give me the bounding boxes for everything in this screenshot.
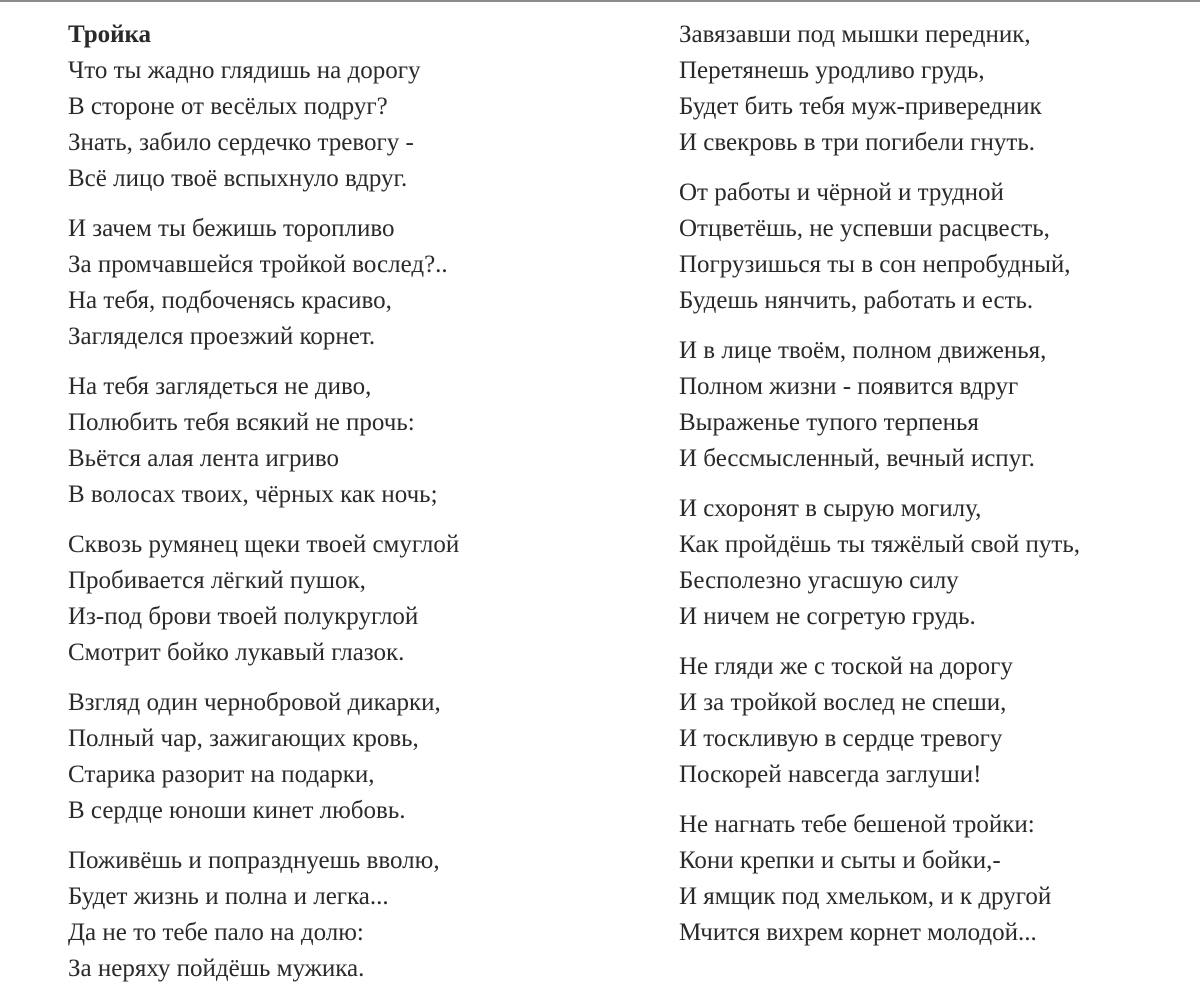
poem-line: Будет жизнь и полна и легка... <box>68 883 389 910</box>
poem-line: За промчавшейся тройкой вослед?.. <box>68 251 448 278</box>
poem-line: Вьётся алая лента игриво <box>68 445 340 472</box>
poem-line: И схоронят в сырую могилу, <box>679 495 982 522</box>
stanza-2 <box>68 211 628 355</box>
poem-line: Выраженье тупого терпенья <box>679 409 979 436</box>
poem-line: Полном жизни - появится вдруг <box>679 373 1019 400</box>
poem-line: Знать, забило сердечко тревогу - <box>68 129 414 156</box>
poem-line: Поживёшь и попразднуешь вволю, <box>68 847 440 874</box>
poem-line: Отцветёшь, не успевши расцвесть, <box>679 215 1050 242</box>
poem-line: Бесполезно угасшую силу <box>679 567 959 594</box>
stanza-8 <box>679 175 1189 319</box>
poem-line: И бессмысленный, вечный испуг. <box>679 445 1035 472</box>
stanza-5 <box>68 685 628 829</box>
stanza-9 <box>679 333 1189 477</box>
poem-title: Тройка <box>68 21 152 48</box>
poem-column-right <box>679 17 1189 965</box>
stanza-12 <box>679 807 1189 951</box>
poem-line: Поскорей навсегда заглуши! <box>679 761 982 788</box>
stanza-6 <box>68 843 628 987</box>
poem-line: Смотрит бойко лукавый глазок. <box>68 639 405 666</box>
poem-line: Сквозь румянец щеки твоей смуглой <box>68 531 460 558</box>
poem-line: И зачем ты бежишь торопливо <box>68 215 395 242</box>
poem-line: И ничем не согретую грудь. <box>679 603 976 630</box>
poem-line: Кони крепки и сыты и бойки,- <box>679 847 1001 874</box>
top-border-line <box>0 0 1200 2</box>
poem-line: Всё лицо твоё вспыхнуло вдруг. <box>68 165 408 192</box>
poem-line: Погрузишься ты в сон непробудный, <box>679 251 1071 278</box>
poem-line: Старика разорит на подарки, <box>68 761 375 788</box>
poem-line: Да не то тебе пало на долю: <box>68 919 364 946</box>
poem-line: За неряху пойдёшь мужика. <box>68 955 365 982</box>
poem-line: Взгляд один чернобровой дикарки, <box>68 689 441 716</box>
stanza-4 <box>68 527 628 671</box>
poem-line: И тоскливую в сердце тревогу <box>679 725 1003 752</box>
poem-line: И свекровь в три погибели гнуть. <box>679 129 1035 156</box>
poem-line: От работы и чёрной и трудной <box>679 179 1004 206</box>
poem-column-left <box>68 17 628 1001</box>
poem-line: Не нагнать тебе бешеной тройки: <box>679 811 1035 838</box>
poem-line: В стороне от весёлых подруг? <box>68 93 388 120</box>
poem-line: Полюбить тебя всякий не прочь: <box>68 409 415 436</box>
stanza-10 <box>679 491 1189 635</box>
poem-line: Полный чар, зажигающих кровь, <box>68 725 419 752</box>
poem-line: Пробивается лёгкий пушок, <box>68 567 366 594</box>
poem-line: Будет бить тебя муж-привередник <box>679 93 1042 120</box>
poem-line: Мчится вихрем корнет молодой... <box>679 919 1037 946</box>
stanza-1 <box>68 53 628 197</box>
poem-line: Перетянешь уродливо грудь, <box>679 57 985 84</box>
poem-line: На тебя, подбоченясь красиво, <box>68 287 392 314</box>
poem-line: Что ты жадно глядишь на дорогу <box>68 57 421 84</box>
poem-line: В сердце юноши кинет любовь. <box>68 797 406 824</box>
poem-line: Не гляди же с тоской на дорогу <box>679 653 1013 680</box>
stanza-3 <box>68 369 628 513</box>
poem-line: И в лице твоём, полном движенья, <box>679 337 1047 364</box>
poem-line: На тебя заглядеться не диво, <box>68 373 372 400</box>
poem-line: И за тройкой вослед не спеши, <box>679 689 1007 716</box>
poem-line: В волосах твоих, чёрных как ночь; <box>68 481 438 508</box>
poem-line: Из-под брови твоей полукруглой <box>68 603 419 630</box>
poem-line: Будешь нянчить, работать и есть. <box>679 287 1034 314</box>
poem-line: Завязавши под мышки передник, <box>679 21 1031 48</box>
poem-line: Загляделся проезжий корнет. <box>68 323 376 350</box>
stanza-7 <box>679 17 1189 161</box>
poem-line: И ямщик под хмельком, и к другой <box>679 883 1052 910</box>
poem-line: Как пройдёшь ты тяжёлый свой путь, <box>679 531 1080 558</box>
stanza-11 <box>679 649 1189 793</box>
